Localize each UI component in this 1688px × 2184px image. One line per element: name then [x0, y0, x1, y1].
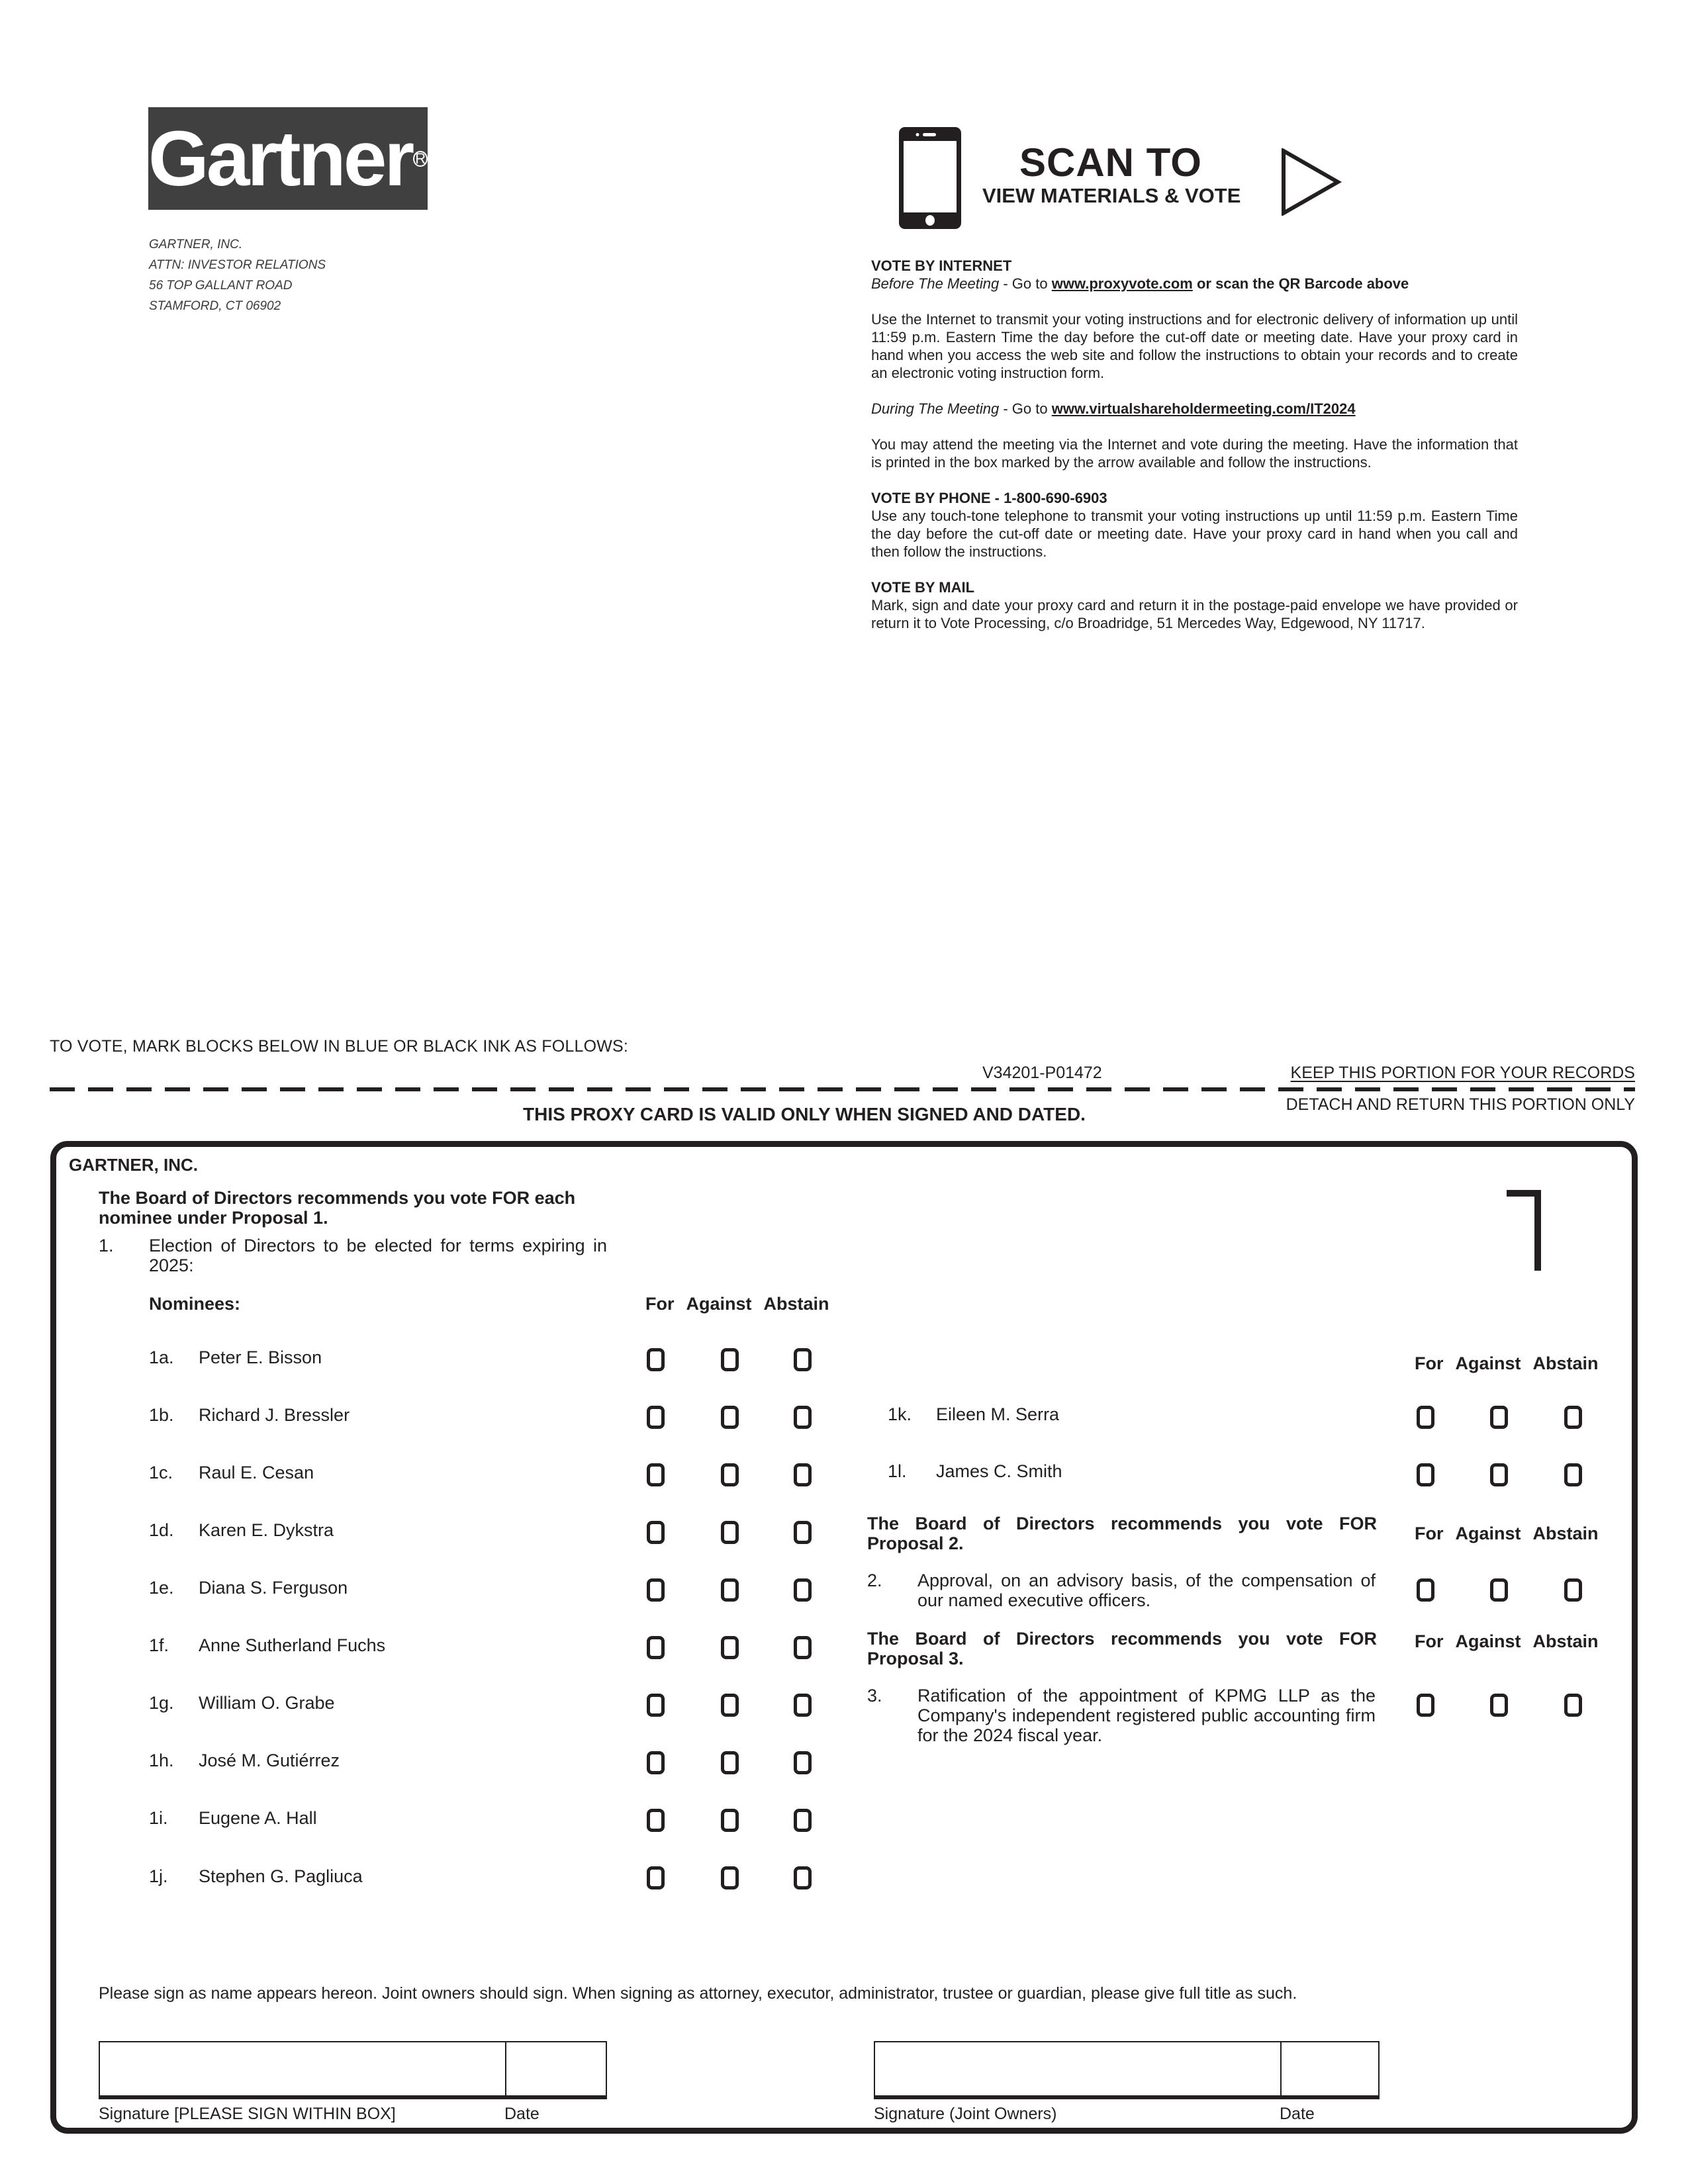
detach-dashed-line [50, 1087, 1635, 1091]
nominee-name: Peter E. Bisson [199, 1347, 322, 1367]
nominee-name: Eugene A. Hall [199, 1808, 317, 1828]
address-line: GARTNER, INC. [149, 238, 243, 251]
return-address [149, 234, 326, 316]
checkbox-1g-for[interactable] [647, 1694, 665, 1717]
nominee-number: 1b. [149, 1405, 174, 1425]
column-abstain: Abstain [763, 1294, 829, 1314]
proxyvote-link[interactable]: www.proxyvote.com [1051, 275, 1193, 292]
nominee-name: José M. Gutiérrez [199, 1751, 340, 1770]
vote-column-headers-right [1415, 1353, 1599, 1374]
play-triangle-icon [1281, 148, 1342, 216]
checkbox-p3-for[interactable] [1417, 1694, 1434, 1717]
internet-body: Use the Internet to transmit your voting instructions and for electronic delivery of information up until 11:59 p.m. Eastern Time the day before the cut-off date or meeting date. Have your proxy card in hand when you access the web site and follow the instructions to obtain your records and to create an electronic voting instruction form. [871, 311, 1518, 381]
checkbox-1h-against[interactable] [721, 1751, 739, 1774]
proposal3-number: 3. [867, 1686, 882, 1706]
nominee-name: Raul E. Cesan [199, 1463, 314, 1482]
nominee-number: 1j. [149, 1866, 168, 1886]
phone-body: Use any touch-tone telephone to transmit your voting instructions up until 11:59 p.m. Eastern Time the day before the cut-off date or meeting date. Have your proxy card in hand when you call and then follow the instructions. [871, 508, 1518, 560]
checkbox-1f-against[interactable] [721, 1636, 739, 1659]
nominee-number: 1g. [149, 1693, 174, 1713]
vote-phone-heading: VOTE BY PHONE - 1-800-690-6903 [871, 490, 1107, 506]
proposal2-recommendation: The Board of Directors recommends you vote FOR Proposal 2. [867, 1514, 1377, 1553]
column-against: Against [1455, 1631, 1521, 1651]
checkbox-1g-against[interactable] [721, 1694, 739, 1717]
nominee-name: Diana S. Ferguson [199, 1578, 348, 1598]
scan-subtitle: VIEW MATERIALS & VOTE [982, 184, 1241, 207]
proposal3-text: Ratification of the appointment of KPMG LLP as the Company's independent registered public accounting firm for the 2024 fiscal year. [917, 1686, 1376, 1745]
column-against: Against [1455, 1524, 1521, 1543]
signing-instructions: Please sign as name appears hereon. Joint owners should sign. When signing as attorney, executor, administrator, trustee or guardian, please give full title as such. [99, 1984, 1297, 2003]
valid-notice: THIS PROXY CARD IS VALID ONLY WHEN SIGNED AND DATED. [523, 1104, 1086, 1124]
nominee-name: Karen E. Dykstra [199, 1520, 334, 1540]
during-meeting-label: During The Meeting [871, 400, 1000, 417]
vote-column-headers-p2 [1415, 1524, 1599, 1544]
column-abstain: Abstain [1532, 1524, 1599, 1543]
proposal1-text: Election of Directors to be elected for terms expiring in 2025: [149, 1236, 607, 1275]
smartphone-icon [898, 126, 962, 230]
detach-portion-label: DETACH AND RETURN THIS PORTION ONLY [1286, 1095, 1635, 1114]
corner-registration-mark [1507, 1190, 1541, 1271]
column-for: For [1415, 1631, 1444, 1651]
nominee-name: Richard J. Bressler [199, 1405, 350, 1425]
checkbox-1k-for[interactable] [1417, 1406, 1434, 1429]
checkbox-1l-for[interactable] [1417, 1463, 1434, 1486]
checkbox-1a-against[interactable] [721, 1348, 739, 1371]
checkbox-1j-for[interactable] [647, 1866, 665, 1889]
address-line: 56 TOP GALLANT ROAD [149, 279, 293, 293]
checkbox-1g-abstain[interactable] [794, 1694, 812, 1717]
column-against: Against [686, 1294, 752, 1314]
card-company-name: GARTNER, INC. [69, 1155, 198, 1175]
checkbox-1k-abstain[interactable] [1564, 1406, 1582, 1429]
nominee-name: William O. Grabe [199, 1693, 335, 1713]
logo-text: Gartner [148, 114, 412, 203]
checkbox-1a-for[interactable] [647, 1348, 665, 1371]
checkbox-1f-abstain[interactable] [794, 1636, 812, 1659]
mail-body: Mark, sign and date your proxy card and return it in the postage-paid envelope we have provided or return it to Vote Processing, c/o Broadridge, 51 Mercedes Way, Edgewood, NY 11717. [871, 597, 1518, 631]
column-for: For [645, 1294, 675, 1314]
checkbox-1i-abstain[interactable] [794, 1809, 812, 1832]
checkbox-1d-against[interactable] [721, 1521, 739, 1544]
during-meeting-body: You may attend the meeting via the Internet and vote during the meeting. Have the information that is printed in the box marked by the arrow available and follow the instructions. [871, 436, 1518, 471]
column-for: For [1415, 1353, 1444, 1373]
signature-field[interactable] [99, 2041, 607, 2099]
nominee-number: 1e. [149, 1578, 174, 1598]
nominee-number: 1l. [888, 1461, 907, 1481]
vote-column-headers [645, 1294, 829, 1314]
date-divider [1280, 2042, 1282, 2095]
nominee-name: Anne Sutherland Fuchs [199, 1635, 386, 1655]
checkbox-1b-abstain[interactable] [794, 1406, 812, 1429]
nominees-label: Nominees: [149, 1294, 241, 1314]
checkbox-1c-abstain[interactable] [794, 1463, 812, 1486]
checkbox-1j-abstain[interactable] [794, 1866, 812, 1889]
during-meeting-line [871, 400, 1518, 418]
nominee-number: 1d. [149, 1520, 174, 1540]
checkbox-1b-for[interactable] [647, 1406, 665, 1429]
nominee-number: 1k. [888, 1404, 912, 1424]
checkbox-p2-against[interactable] [1490, 1578, 1508, 1602]
checkbox-1e-against[interactable] [721, 1578, 739, 1602]
before-meeting-label: Before The Meeting [871, 275, 1000, 292]
address-line: STAMFORD, CT 06902 [149, 299, 281, 313]
proposal2-text: Approval, on an advisory basis, of the compensation of our named executive officers. [917, 1570, 1376, 1610]
checkbox-p3-against[interactable] [1490, 1694, 1508, 1717]
checkbox-p3-abstain[interactable] [1564, 1694, 1582, 1717]
nominee-name: Eileen M. Serra [936, 1404, 1060, 1424]
checkbox-p2-for[interactable] [1417, 1578, 1434, 1602]
checkbox-p2-abstain[interactable] [1564, 1578, 1582, 1602]
gartner-logo [148, 107, 428, 210]
checkbox-1h-for[interactable] [647, 1751, 665, 1774]
nominee-name: Stephen G. Pagliuca [199, 1866, 363, 1886]
registered-mark-icon: R [413, 151, 428, 167]
checkbox-1f-for[interactable] [647, 1636, 665, 1659]
before-meeting-line [871, 275, 1518, 293]
checkbox-1c-against[interactable] [721, 1463, 739, 1486]
keep-portion-label: KEEP THIS PORTION FOR YOUR RECORDS [1290, 1064, 1635, 1082]
virtual-meeting-link[interactable]: www.virtualshareholdermeeting.com/IT2024 [1051, 400, 1356, 417]
date-divider [505, 2042, 506, 2095]
joint-signature-label: Signature (Joint Owners) [874, 2105, 1057, 2123]
proposal1-recommendation: The Board of Directors recommends you vote FOR each nominee under Proposal 1. [99, 1188, 576, 1228]
vote-mail-heading: VOTE BY MAIL [871, 579, 975, 596]
column-abstain: Abstain [1532, 1631, 1599, 1651]
goto-text: - Go to [999, 400, 1052, 417]
nominee-number: 1c. [149, 1463, 173, 1482]
checkbox-1i-against[interactable] [721, 1809, 739, 1832]
scan-title: SCAN TO [1019, 140, 1202, 185]
proposal3-recommendation: The Board of Directors recommends you vote FOR Proposal 3. [867, 1629, 1377, 1668]
nominee-name: James C. Smith [936, 1461, 1062, 1481]
checkbox-1e-abstain[interactable] [794, 1578, 812, 1602]
checkbox-1k-against[interactable] [1490, 1406, 1508, 1429]
column-for: For [1415, 1524, 1444, 1543]
column-against: Against [1455, 1353, 1521, 1373]
checkbox-1b-against[interactable] [721, 1406, 739, 1429]
checkbox-1i-for[interactable] [647, 1809, 665, 1832]
checkbox-1d-abstain[interactable] [794, 1521, 812, 1544]
nominee-number: 1f. [149, 1635, 169, 1655]
vote-column-headers-p3 [1415, 1631, 1599, 1652]
checkbox-1l-abstain[interactable] [1564, 1463, 1582, 1486]
goto-text: - Go to [999, 275, 1052, 292]
checkbox-1j-against[interactable] [721, 1866, 739, 1889]
date-label: Date [504, 2105, 539, 2123]
nominee-number: 1a. [149, 1347, 174, 1367]
joint-signature-field[interactable] [874, 2041, 1380, 2099]
checkbox-1e-for[interactable] [647, 1578, 665, 1602]
address-line: ATTN: INVESTOR RELATIONS [149, 258, 326, 272]
nominee-number: 1i. [149, 1808, 168, 1828]
joint-date-label: Date [1280, 2105, 1315, 2123]
vote-internet-heading: VOTE BY INTERNET [871, 257, 1012, 274]
nominee-number: 1h. [149, 1751, 174, 1770]
voting-instructions [871, 257, 1518, 632]
mark-instructions: TO VOTE, MARK BLOCKS BELOW IN BLUE OR BLACK INK AS FOLLOWS: [50, 1037, 629, 1056]
control-number: V34201-P01472 [982, 1064, 1102, 1082]
checkbox-1h-abstain[interactable] [794, 1751, 812, 1774]
checkbox-1d-for[interactable] [647, 1521, 665, 1544]
column-abstain: Abstain [1532, 1353, 1599, 1373]
checkbox-1a-abstain[interactable] [794, 1348, 812, 1371]
checkbox-1c-for[interactable] [647, 1463, 665, 1486]
qr-suffix: or scan the QR Barcode above [1192, 275, 1409, 292]
proposal1-number: 1. [99, 1236, 114, 1255]
proposal2-number: 2. [867, 1570, 882, 1590]
checkbox-1l-against[interactable] [1490, 1463, 1508, 1486]
signature-label: Signature [PLEASE SIGN WITHIN BOX] [99, 2105, 396, 2123]
